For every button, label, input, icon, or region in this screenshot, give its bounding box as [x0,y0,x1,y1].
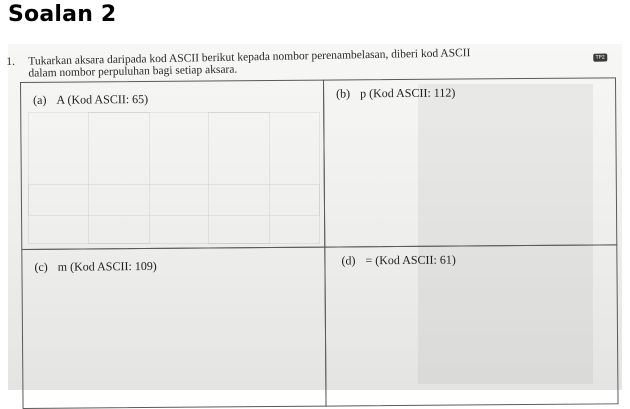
answer-box-a[interactable] [20,80,325,250]
question-instruction [6,36,622,80]
part-label-b: (b) p (Kod ASCII: 112) [336,85,456,101]
section-heading: Soalan 2 [8,2,117,27]
question-number: 1. [6,55,16,69]
instruction-line-2: dalam nombor perpuluhan bagi setiap aksara. [28,63,238,80]
answer-box-d[interactable] [324,244,618,406]
worksheet-photo [8,44,622,390]
part-label-d: (d) = (Kod ASCII: 61) [341,252,456,268]
instruction-line-1: Tukarkan aksara daripada kod ASCII berikut kepada nombor perenambelasan, diberi kod ASCII [28,47,471,68]
answer-grid [20,77,618,402]
answer-box-b[interactable] [323,77,617,247]
part-label-a: (a) A (Kod ASCII: 65) [33,91,149,107]
answer-box-c[interactable] [21,247,326,409]
part-label-c: (c) m (Kod ASCII: 109) [34,258,157,274]
level-badge: TP2 [593,53,607,61]
